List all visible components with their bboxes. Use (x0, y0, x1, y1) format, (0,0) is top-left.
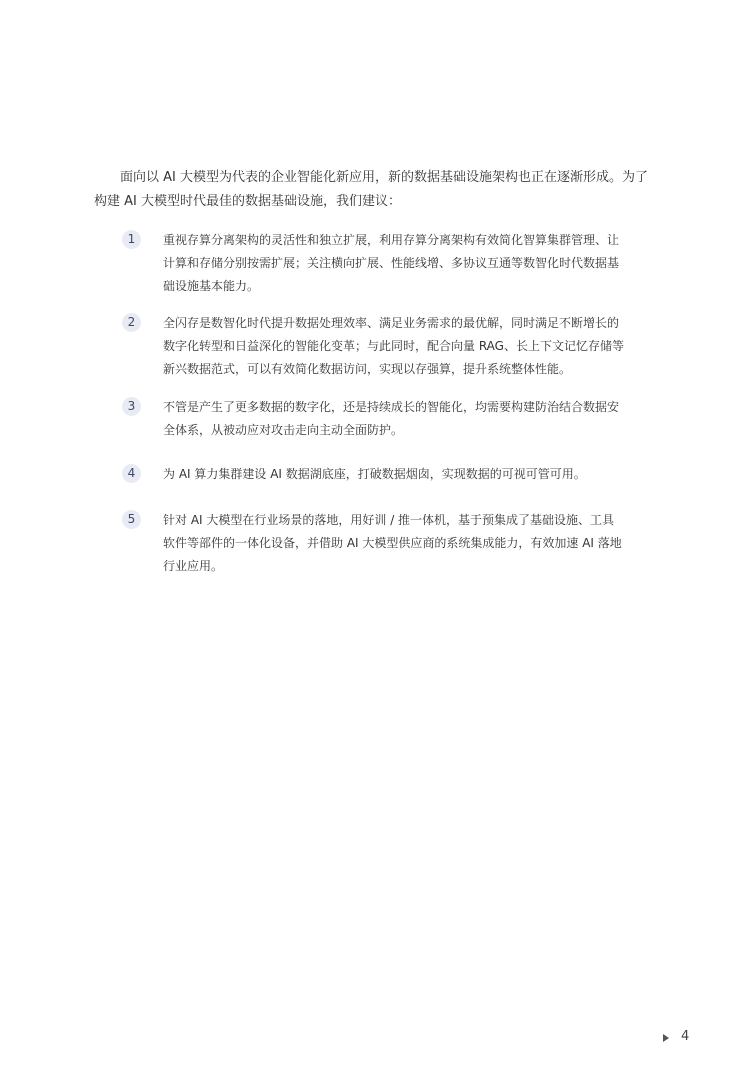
item-number-badge: 2 (122, 313, 141, 332)
item-number-badge: 5 (122, 510, 141, 529)
page-number: 4 (681, 1029, 690, 1044)
item-text: 针对 AI 大模型在行业场景的落地，用好训 / 推一体机，基于预集成了基础设施、工具软件等部件的一体化设备，并借助 AI 大模型供应商的系统集成能力，有效加速 AI 落地行业应用。 (163, 513, 622, 573)
item-number-badge: 1 (122, 230, 141, 249)
triangle-right-icon (663, 1034, 669, 1042)
item-number-badge: 4 (122, 464, 141, 483)
item-text: 全闪存是数智化时代提升数据处理效率、满足业务需求的最优解，同时满足不断增长的数字化转型和日益深化的智能化变革；与此同时，配合向量 RAG、长上下文记忆存储等新兴数据范式，可以有效简化数据访问，实现以存强算，提升系统整体性能。 (163, 316, 624, 376)
item-text: 为 AI 算力集群建设 AI 数据湖底座，打破数据烟囱，实现数据的可视可管可用。 (163, 467, 586, 481)
item-text: 重视存算分离架构的灵活性和独立扩展，利用存算分离架构有效简化智算集群管理、让计算和存储分别按需扩展；关注横向扩展、性能线增、多协议互通等数智化时代数据基础设施基本能力。 (163, 233, 620, 293)
intro-paragraph: 面向以 AI 大模型为代表的企业智能化新应用，新的数据基础设施架构也正在逐渐形成。为了构建 AI 大模型时代最佳的数据基础设施，我们建议： (94, 170, 648, 209)
item-number-badge: 3 (122, 397, 141, 416)
item-text: 不管是产生了更多数据的数字化，还是持续成长的智能化，均需要构建防治结合数据安全体系，从被动应对攻击走向主动全面防护。 (163, 400, 620, 437)
